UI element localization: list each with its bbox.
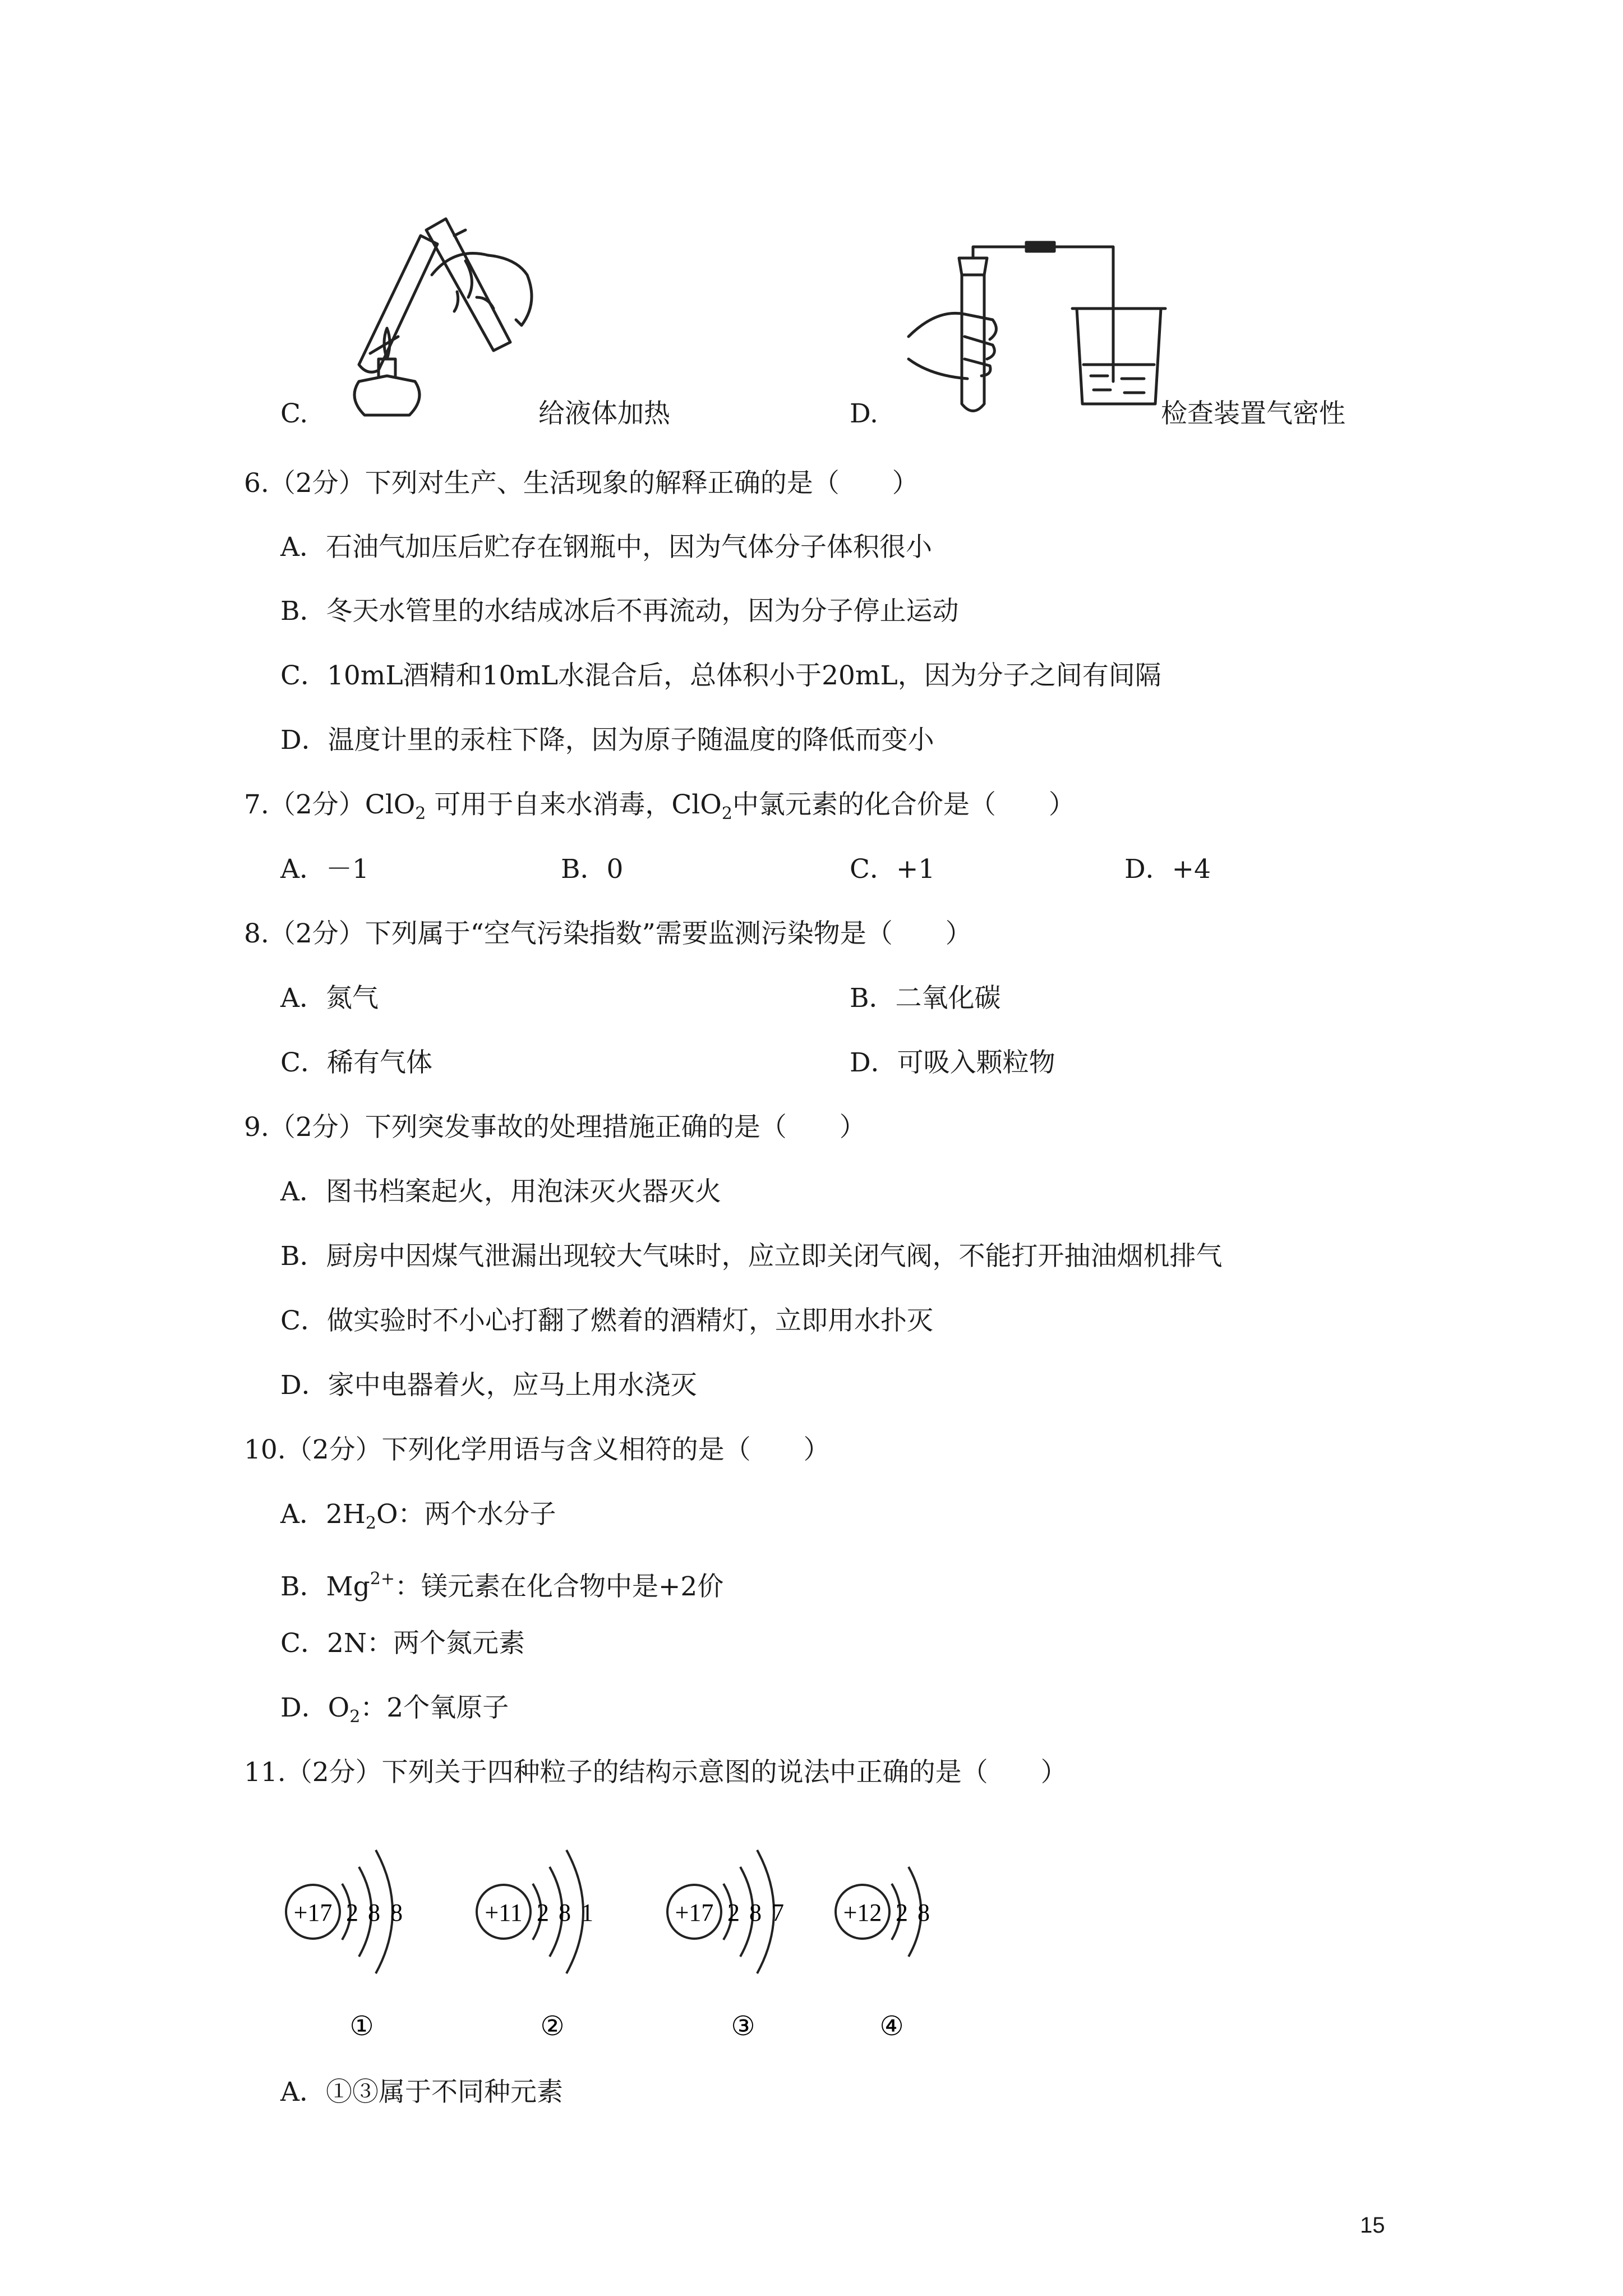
q9-stem: 9.（2分）下列突发事故的处理措施正确的是（ ） xyxy=(244,1112,866,1143)
heating-liquid-figure xyxy=(325,213,550,426)
q10-option-d xyxy=(280,1691,509,1734)
atom-structure-3 xyxy=(662,1812,830,2041)
q10-a-post: O：两个水分子 xyxy=(376,1499,556,1530)
q9-option-a: A．图书档案起火，用泡沫灭火器灭火 xyxy=(280,1176,721,1207)
atom-4-nucleus: +12 xyxy=(843,1899,882,1926)
atom-2-shell-3: 1 xyxy=(581,1899,593,1926)
q7-option-a: A．－1 xyxy=(280,854,369,885)
atom-3-shell-2: 8 xyxy=(749,1899,762,1926)
q7-option-b: B．0 xyxy=(561,854,624,885)
atom-4-label: ④ xyxy=(879,2012,904,2041)
q8-option-d: D．可吸入颗粒物 xyxy=(850,1047,1055,1078)
q10-option-b xyxy=(280,1562,723,1604)
q11-stem: 11.（2分）下列关于四种粒子的结构示意图的说法中正确的是（ ） xyxy=(244,1757,1067,1788)
q8-stem: 8.（2分）下列属于“空气污染指数”需要监测污染物是（ ） xyxy=(244,918,972,949)
q9-option-c: C．做实验时不小心打翻了燃着的酒精灯，立即用水扑灭 xyxy=(280,1305,933,1336)
atom-2-nucleus: +11 xyxy=(485,1899,523,1926)
atom-2-label: ② xyxy=(540,2012,565,2041)
atom-3-shell-1: 2 xyxy=(727,1899,740,1926)
atom-1-label: ① xyxy=(349,2012,374,2041)
q6-option-c: C．10mL酒精和10mL水混合后，总体积小于20mL，因为分子之间有间隔 xyxy=(280,660,1161,691)
q5-option-c-letter: C. xyxy=(280,398,308,429)
q7-stem xyxy=(244,788,1075,831)
q10-b-pre: B．Mg xyxy=(280,1571,370,1602)
q10-d-pre: D．O xyxy=(280,1692,350,1723)
atom-4-shell-1: 2 xyxy=(896,1899,908,1926)
q5-option-c-caption: 给液体加热 xyxy=(538,398,670,429)
q6-option-b: B．冬天水管里的水结成冰后不再流动，因为分子停止运动 xyxy=(280,596,959,627)
q7-option-d: D．+4 xyxy=(1124,854,1211,885)
q7-stem-part-a: 7.（2分）ClO xyxy=(244,789,416,820)
atom-4-shell-2: 8 xyxy=(917,1899,930,1926)
q7-subscript-2: 2 xyxy=(721,804,732,823)
atom-1-shell-2: 8 xyxy=(368,1899,380,1926)
q10-stem: 10.（2分）下列化学用语与含义相符的是（ ） xyxy=(244,1434,830,1465)
atom-structure-1 xyxy=(280,1812,449,2041)
q10-b-post: ：镁元素在化合物中是+2价 xyxy=(394,1571,724,1602)
q9-option-d: D．家中电器着火，应马上用水浇灭 xyxy=(280,1370,697,1401)
q5-option-d-letter: D. xyxy=(850,398,878,429)
q7-stem-part-b: 可用于自来水消毒，ClO xyxy=(426,789,722,820)
q7-stem-part-c: 中氯元素的化合价是（ ） xyxy=(732,789,1075,820)
q10-a-pre: A．2H xyxy=(280,1499,366,1530)
q8-option-b: B．二氧化碳 xyxy=(850,983,1001,1014)
atom-3-label: ③ xyxy=(731,2012,755,2041)
q6-option-d: D．温度计里的汞柱下降，因为原子随温度的降低而变小 xyxy=(280,725,934,756)
q10-d-post: ：2个氧原子 xyxy=(360,1692,509,1723)
q8-option-a: A．氮气 xyxy=(280,983,379,1014)
atom-structure-4 xyxy=(830,1812,976,2041)
q7-subscript-1: 2 xyxy=(415,804,426,823)
q10-d-sub: 2 xyxy=(349,1707,361,1727)
q6-stem: 6.（2分）下列对生产、生活现象的解释正确的是（ ） xyxy=(244,468,919,499)
q10-option-c: C．2N：两个氮元素 xyxy=(280,1628,525,1659)
q11-option-a: A．①③属于不同种元素 xyxy=(280,2077,563,2108)
atom-1-nucleus: +17 xyxy=(293,1899,333,1926)
q5-option-d-caption: 检查装置气密性 xyxy=(1161,398,1345,429)
q8-option-c: C．稀有气体 xyxy=(280,1047,432,1078)
atom-2-shell-1: 2 xyxy=(537,1899,549,1926)
q7-option-c: C．+1 xyxy=(850,854,935,885)
atom-1-shell-1: 2 xyxy=(346,1899,358,1926)
atom-3-shell-3: 7 xyxy=(772,1899,784,1926)
q10-a-sub: 2 xyxy=(365,1513,376,1533)
atom-structure-2 xyxy=(471,1812,639,2041)
q9-option-b: B．厨房中因煤气泄漏出现较大气味时，应立即关闭气阀，不能打开抽油烟机排气 xyxy=(280,1241,1223,1272)
atom-1-shell-3: 8 xyxy=(390,1899,403,1926)
q6-option-a: A．石油气加压后贮存在钢瓶中，因为气体分子体积很小 xyxy=(280,532,932,563)
page-number: 15 xyxy=(1360,2213,1385,2238)
q10-b-sup: 2+ xyxy=(370,1569,395,1589)
q10-option-a xyxy=(280,1498,556,1540)
atom-2-shell-2: 8 xyxy=(559,1899,571,1926)
atom-3-nucleus: +17 xyxy=(675,1899,714,1926)
